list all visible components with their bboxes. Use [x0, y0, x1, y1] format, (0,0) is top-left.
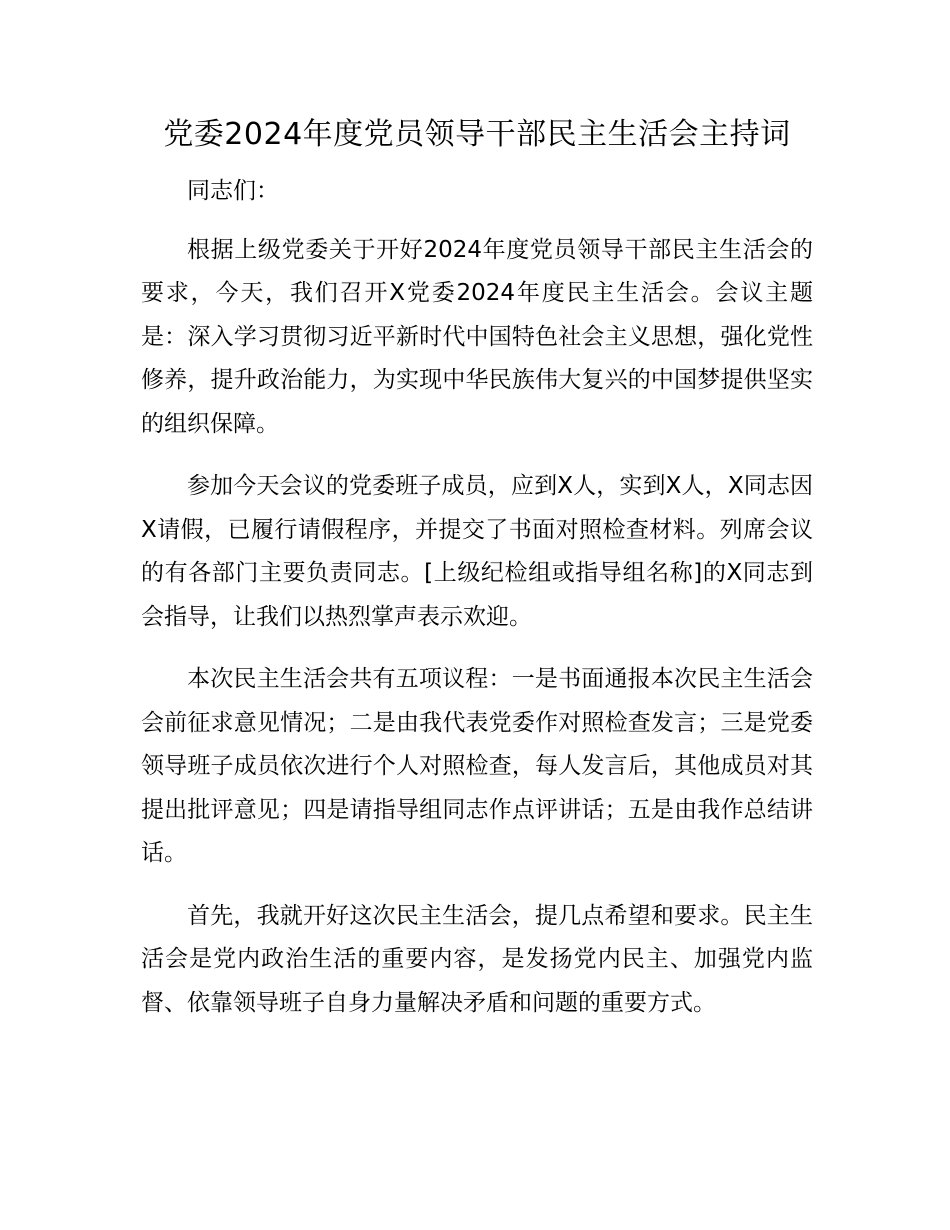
paragraph-meeting-purpose: 根据上级党委关于开好2024年度党员领导干部民主生活会的要求，今天，我们召开X党委2024年度民主生活会。会议主题是：深入学习贯彻习近平新时代中国特色社会主义思想，强化党性修养，提升政治能力，为实现中华民族伟大复兴的中国梦提供坚实的组织保障。 — [141, 236, 813, 437]
document-page — [141, 112, 813, 1044]
document-title: 党委2024年度党员领导干部民主生活会主持词 — [163, 117, 791, 152]
paragraph-requirements: 首先，我就开好这次民主生活会，提几点希望和要求。民主生活会是党内政治生活的重要内容，是发扬党内民主、加强党内监督、依靠领导班子自身力量解决矛盾和问题的重要方式。 — [141, 902, 813, 1016]
paragraph-agenda: 本次民主生活会共有五项议程：一是书面通报本次民主生活会会前征求意见情况；二是由我代表党委作对照检查发言；三是党委领导班子成员依次进行个人对照检查，每人发言后，其他成员对其提出批评意见；四是请指导组同志作点评讲话；五是由我作总结讲话。 — [141, 666, 813, 866]
paragraph-attendance: 参加今天会议的党委班子成员，应到X人，实到X人，X同志因X请假，已履行请假程序，并提交了书面对照检查材料。列席会议的有各部门主要负责同志。[上级纪检组或指导组名称]的X同志到会指导，让我们以热烈掌声表示欢迎。 — [141, 473, 813, 630]
salutation: 同志们： — [187, 178, 279, 204]
